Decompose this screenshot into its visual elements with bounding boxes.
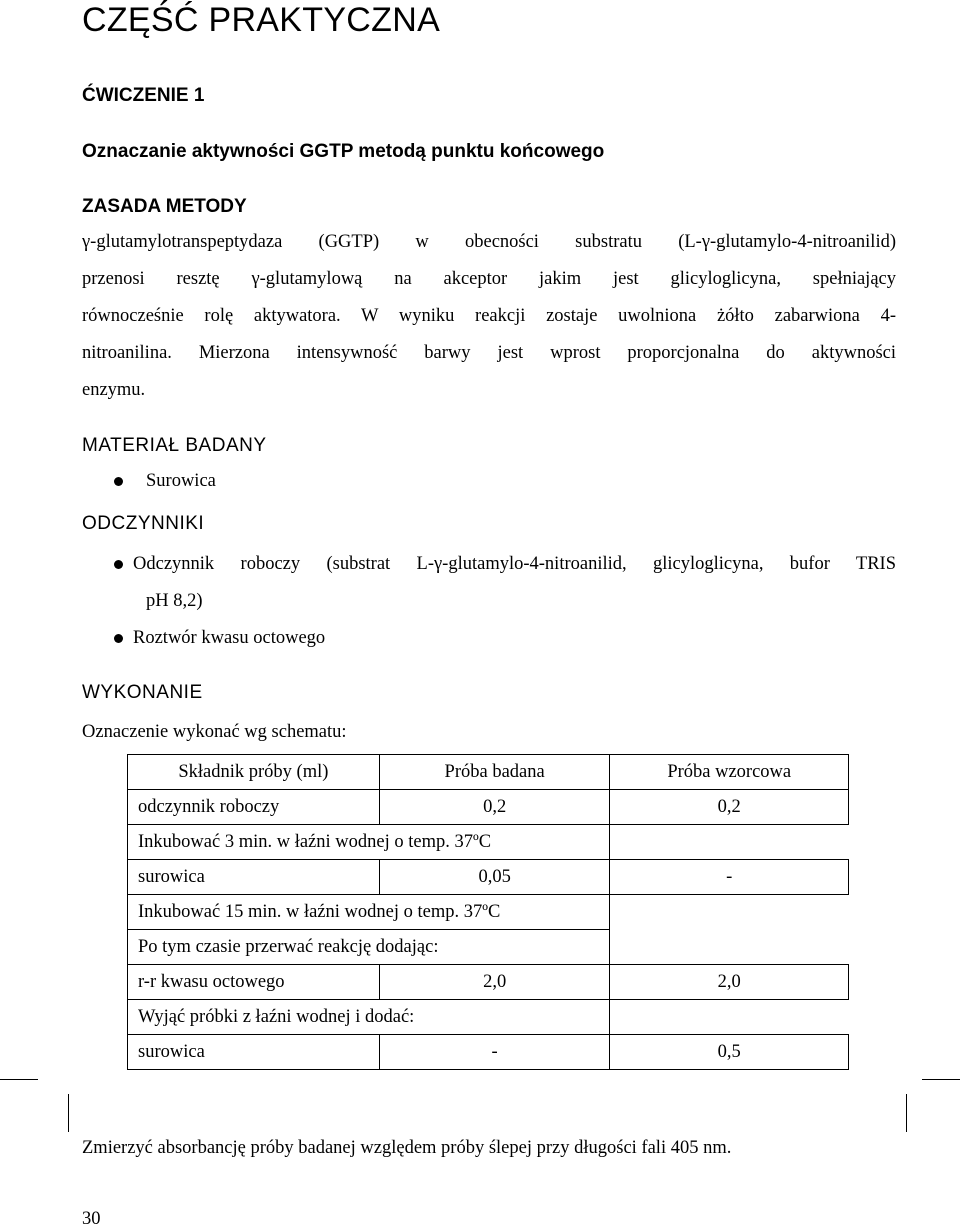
bullet-icon xyxy=(114,477,123,486)
table-step-cell: Inkubować 15 min. w łaźni wodnej o temp. 37ºC xyxy=(128,895,610,930)
margin-rule xyxy=(906,1094,907,1132)
table-cell: 0,5 xyxy=(610,1035,849,1070)
table-step-cell: Po tym czasie przerwać reakcję dodając: xyxy=(128,930,610,965)
table-cell: - xyxy=(610,860,849,895)
procedure-intro: Oznaczenie wykonać wg schematu: xyxy=(82,722,347,742)
principle-paragraph xyxy=(82,224,896,409)
principle-line: równocześnie rolę aktywatora. W wyniku reakcji zostaje uwolniona żółto zabarwiona 4- xyxy=(82,306,896,326)
table-step-row xyxy=(128,1000,849,1035)
page-number: 30 xyxy=(82,1209,101,1229)
table-cell: - xyxy=(379,1035,610,1070)
reagent-item-1: Odczynnik roboczy (substrat L-γ-glutamylo-4-nitroanilid, glicyloglicyna, bufor TRIS xyxy=(133,554,896,574)
table-row xyxy=(128,790,849,825)
table-row xyxy=(128,860,849,895)
table-cell: 2,0 xyxy=(610,965,849,1000)
reagent-item-1-continued: pH 8,2) xyxy=(146,591,203,611)
table-blank-cell xyxy=(610,930,849,965)
table-cell: r-r kwasu octowego xyxy=(128,965,380,1000)
table-blank-cell xyxy=(610,895,849,930)
table-cell: odczynnik roboczy xyxy=(128,790,380,825)
procedure-table xyxy=(127,754,849,1070)
table-header-row xyxy=(128,755,849,790)
procedure-heading: WYKONANIE xyxy=(82,682,203,703)
table-step-cell: Inkubować 3 min. w łaźni wodnej o temp. 37ºC xyxy=(128,825,610,860)
principle-line: γ-glutamylotranspeptydaza (GGTP) w obecności substratu (L-γ-glutamylo-4-nitroanilid) xyxy=(82,232,896,252)
table-blank-cell xyxy=(610,1000,849,1035)
reagents-heading: ODCZYNNIKI xyxy=(82,513,205,534)
table-step-row xyxy=(128,895,849,930)
margin-rule xyxy=(922,1079,960,1080)
principle-line: przenosi resztę γ-glutamylową na akceptor jakim jest glicyloglicyna, spełniający xyxy=(82,269,896,289)
table-step-row xyxy=(128,930,849,965)
material-item: Surowica xyxy=(146,471,216,491)
reagent-item-2: Roztwór kwasu octowego xyxy=(133,628,326,648)
table-step-row xyxy=(128,825,849,860)
margin-rule xyxy=(68,1094,69,1132)
table-cell: 0,2 xyxy=(379,790,610,825)
material-heading: MATERIAŁ BADANY xyxy=(82,435,267,456)
table-row xyxy=(128,965,849,1000)
table-header-cell: Próba badana xyxy=(379,755,610,790)
principle-line: nitroanilina. Mierzona intensywność barwy jest wprost proporcjonalna do aktywności xyxy=(82,343,896,363)
table-step-cell: Wyjąć próbki z łaźni wodnej i dodać: xyxy=(128,1000,610,1035)
exercise-heading: ĆWICZENIE 1 xyxy=(82,85,205,106)
table-cell: 0,05 xyxy=(379,860,610,895)
table-cell: 2,0 xyxy=(379,965,610,1000)
table-cell: surowica xyxy=(128,1035,380,1070)
principle-heading: ZASADA METODY xyxy=(82,196,247,217)
table-cell: 0,2 xyxy=(610,790,849,825)
exercise-subtitle: Oznaczanie aktywności GGTP metodą punktu końcowego xyxy=(82,141,605,162)
bullet-icon xyxy=(114,634,123,643)
table-header-cell: Składnik próby (ml) xyxy=(128,755,380,790)
page-title: CZĘŚĆ PRAKTYCZNA xyxy=(82,1,441,39)
margin-rule xyxy=(0,1079,38,1080)
table-cell: surowica xyxy=(128,860,380,895)
table-blank-cell xyxy=(610,825,849,860)
table-header-cell: Próba wzorcowa xyxy=(610,755,849,790)
principle-line: enzymu. xyxy=(82,380,146,400)
table-row xyxy=(128,1035,849,1070)
measure-instruction: Zmierzyć absorbancję próby badanej względem próby ślepej przy długości fali 405 nm. xyxy=(82,1138,732,1158)
bullet-icon xyxy=(114,560,123,569)
